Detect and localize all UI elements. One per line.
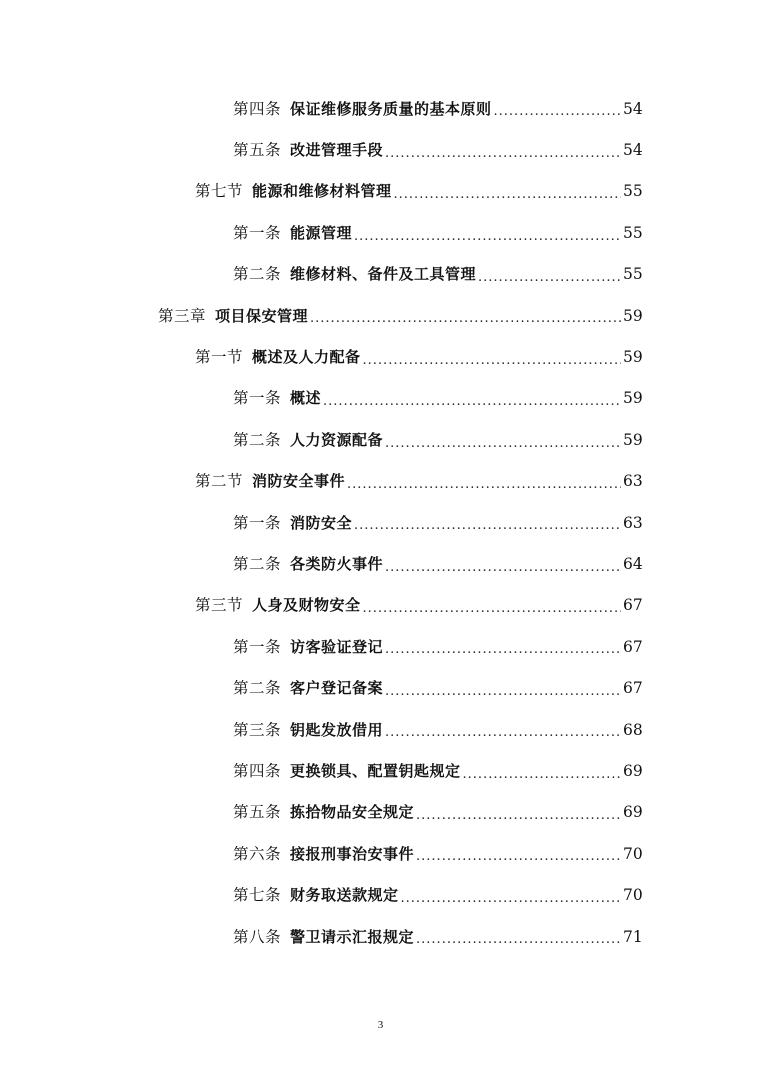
toc-entry-label: 第二条 <box>233 430 282 449</box>
toc-entry-label: 第三节 <box>195 596 244 615</box>
toc-entry-title: 能源管理 <box>290 223 353 242</box>
toc-entry-title: 客户登记备案 <box>290 679 384 698</box>
toc-entry-title: 维修材料、备件及工具管理 <box>290 265 477 284</box>
toc-entry-page: 68 <box>623 720 643 739</box>
dot-leader <box>363 355 621 378</box>
toc-entry-page: 54 <box>623 99 643 118</box>
dot-leader <box>416 851 621 874</box>
toc-entry-label: 第八条 <box>233 927 282 946</box>
table-of-contents <box>0 88 761 957</box>
dot-leader <box>323 396 621 419</box>
toc-entry-label: 第六条 <box>233 844 282 863</box>
toc-entry-title: 钥匙发放借用 <box>290 720 384 739</box>
dot-leader <box>385 644 621 667</box>
toc-entry-page: 55 <box>623 265 643 284</box>
toc-entry[interactable] <box>0 916 761 957</box>
toc-entry-label: 第一条 <box>233 223 282 242</box>
dot-leader <box>385 438 621 461</box>
toc-entry[interactable] <box>0 129 761 170</box>
toc-entry-label: 第七条 <box>233 886 282 905</box>
dot-leader <box>385 727 621 750</box>
toc-entry[interactable] <box>0 461 761 502</box>
toc-entry[interactable] <box>0 833 761 874</box>
dot-leader <box>385 686 621 709</box>
toc-entry-page: 69 <box>623 761 643 780</box>
toc-entry-page: 59 <box>623 389 643 408</box>
toc-entry-label: 第七节 <box>195 182 244 201</box>
toc-entry-label: 第五条 <box>233 141 282 160</box>
dot-leader <box>478 272 621 295</box>
toc-entry-page: 70 <box>623 844 643 863</box>
dot-leader <box>363 603 621 626</box>
toc-entry-title: 消防安全事件 <box>252 472 346 491</box>
toc-entry[interactable] <box>0 378 761 419</box>
toc-entry-title: 拣拾物品安全规定 <box>290 803 415 822</box>
toc-entry-title: 访客验证登记 <box>290 637 384 656</box>
toc-entry[interactable] <box>0 212 761 253</box>
toc-entry[interactable] <box>0 626 761 667</box>
toc-entry[interactable] <box>0 336 761 377</box>
toc-entry-page: 67 <box>623 637 643 656</box>
toc-entry-label: 第一条 <box>233 389 282 408</box>
toc-entry-page: 67 <box>623 596 643 615</box>
toc-entry-title: 人力资源配备 <box>290 430 384 449</box>
toc-entry-label: 第三章 <box>158 306 207 325</box>
toc-entry-label: 第二条 <box>233 554 282 573</box>
toc-entry-label: 第四条 <box>233 761 282 780</box>
toc-entry-page: 59 <box>623 430 643 449</box>
toc-entry-page: 59 <box>623 306 643 325</box>
dot-leader <box>385 562 621 585</box>
toc-entry[interactable] <box>0 88 761 129</box>
dot-leader <box>416 810 621 833</box>
toc-entry-title: 消防安全 <box>290 513 353 532</box>
toc-entry-label: 第五条 <box>233 803 282 822</box>
dot-leader <box>347 479 621 502</box>
toc-entry[interactable] <box>0 667 761 708</box>
toc-entry-label: 第四条 <box>233 99 282 118</box>
toc-entry[interactable] <box>0 171 761 212</box>
toc-entry-title: 保证维修服务质量的基本原则 <box>290 99 492 118</box>
dot-leader <box>354 231 621 254</box>
dot-leader <box>385 148 621 171</box>
toc-entry-page: 71 <box>623 927 643 946</box>
toc-entry-title: 更换锁具、配置钥匙规定 <box>290 761 461 780</box>
toc-entry-page: 64 <box>623 554 643 573</box>
toc-entry-title: 改进管理手段 <box>290 141 384 160</box>
dot-leader <box>416 934 621 957</box>
toc-entry[interactable] <box>0 792 761 833</box>
toc-entry-page: 55 <box>623 223 643 242</box>
toc-entry-label: 第一条 <box>233 513 282 532</box>
toc-entry-page: 55 <box>623 182 643 201</box>
toc-entry[interactable] <box>0 585 761 626</box>
toc-entry-page: 54 <box>623 141 643 160</box>
toc-entry-title: 能源和维修材料管理 <box>252 182 392 201</box>
dot-leader <box>394 189 621 212</box>
dot-leader <box>354 520 621 543</box>
toc-entry[interactable] <box>0 750 761 791</box>
dot-leader <box>310 313 621 336</box>
toc-entry-page: 59 <box>623 348 643 367</box>
dot-leader <box>463 769 621 792</box>
dot-leader <box>401 893 621 916</box>
toc-entry-label: 第二节 <box>195 472 244 491</box>
toc-entry[interactable] <box>0 543 761 584</box>
toc-entry-label: 第一条 <box>233 637 282 656</box>
toc-entry-label: 第三条 <box>233 720 282 739</box>
toc-entry[interactable] <box>0 419 761 460</box>
toc-entry-page: 63 <box>623 513 643 532</box>
toc-entry-page: 63 <box>623 472 643 491</box>
toc-entry-label: 第二条 <box>233 265 282 284</box>
toc-entry-title: 项目保安管理 <box>215 306 309 325</box>
toc-entry-page: 67 <box>623 679 643 698</box>
toc-entry-title: 人身及财物安全 <box>252 596 361 615</box>
dot-leader <box>494 106 621 129</box>
toc-entry-title: 警卫请示汇报规定 <box>290 927 415 946</box>
toc-entry-page: 70 <box>623 886 643 905</box>
toc-entry-title: 财务取送款规定 <box>290 886 399 905</box>
toc-entry[interactable] <box>0 502 761 543</box>
toc-entry[interactable] <box>0 874 761 915</box>
page-number: 3 <box>377 1019 384 1031</box>
toc-entry-page: 69 <box>623 803 643 822</box>
toc-entry-title: 概述及人力配备 <box>252 348 361 367</box>
toc-entry[interactable] <box>0 709 761 750</box>
toc-entry-title: 接报刑事治安事件 <box>290 844 415 863</box>
toc-entry-title: 概述 <box>290 389 322 408</box>
toc-entry[interactable] <box>0 254 761 295</box>
toc-entry-title: 各类防火事件 <box>290 554 384 573</box>
toc-entry[interactable] <box>0 295 761 336</box>
toc-entry-label: 第一节 <box>195 348 244 367</box>
toc-entry-label: 第二条 <box>233 679 282 698</box>
